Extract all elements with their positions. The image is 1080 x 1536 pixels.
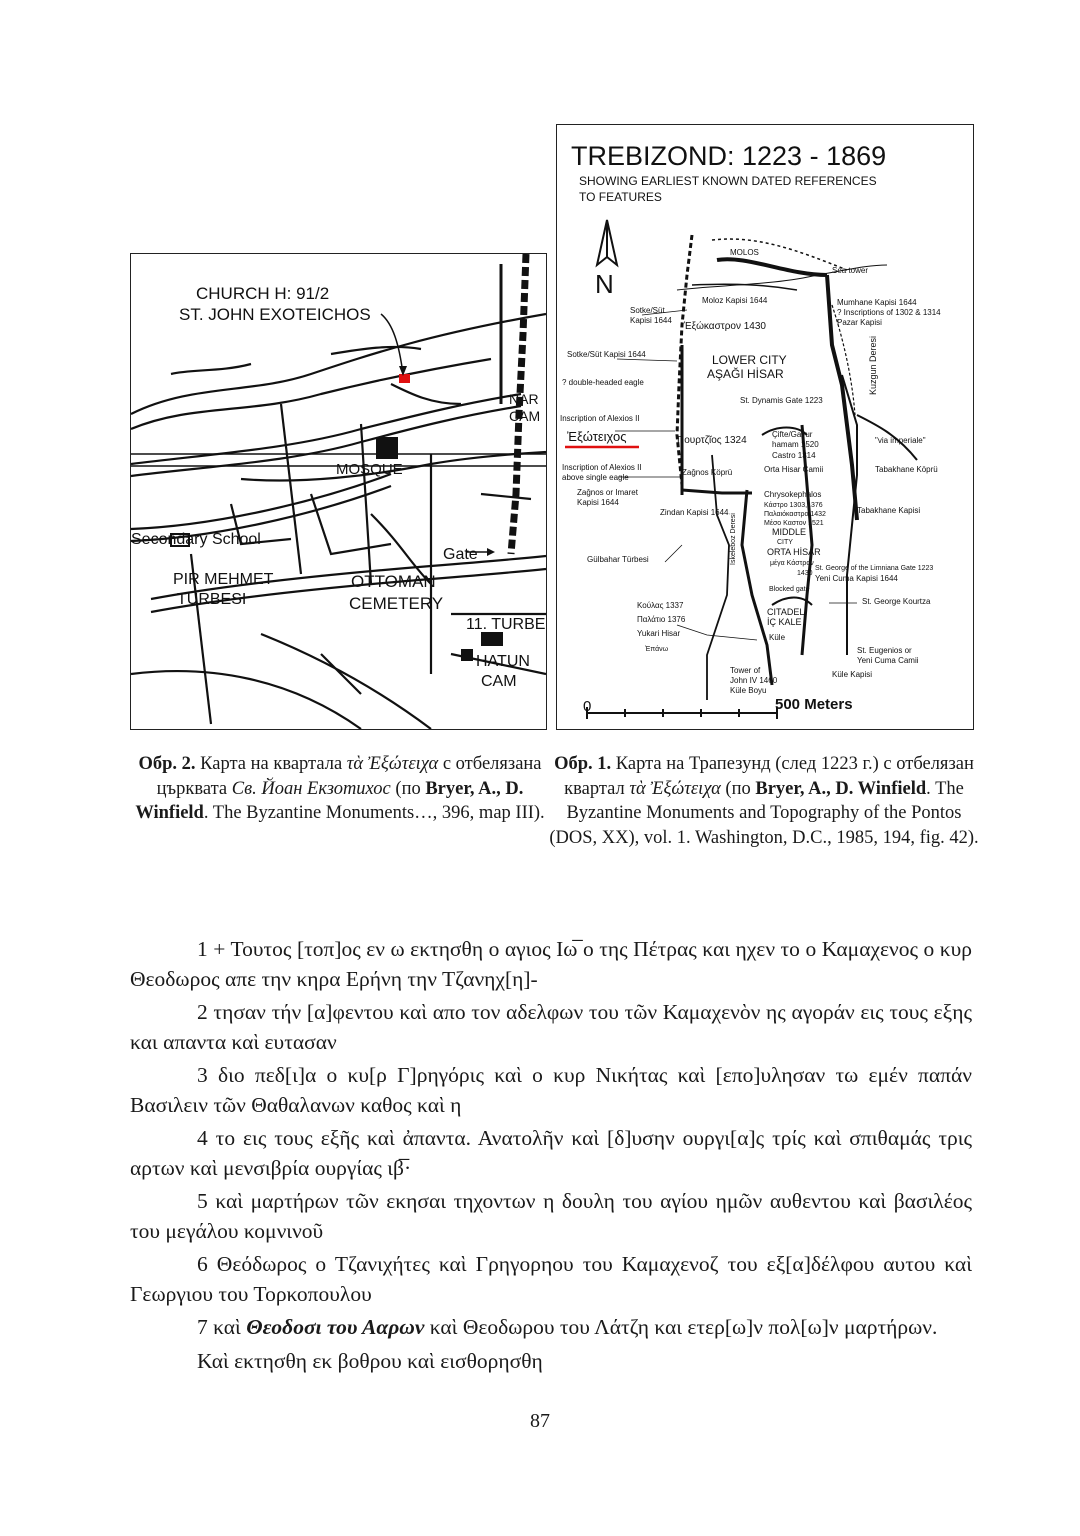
label-mk-year: 1430 xyxy=(797,570,813,577)
figure-1-caption xyxy=(548,752,980,850)
church-label: CHURCH H: 91/2 xyxy=(196,284,330,303)
hatun-label: HATUN xyxy=(476,653,530,670)
line-7-start: 7 καὶ xyxy=(197,1315,247,1339)
caption-1-text-b: (по xyxy=(720,778,756,799)
label-mega-kastron: μέγα Κάστρον xyxy=(770,560,814,567)
label-orta-camii: Orta Hisar Camii xyxy=(764,465,824,474)
label-asagi-hisar: AŞAĞI HİSAR xyxy=(707,367,784,381)
label-molos: MOLOS xyxy=(730,248,759,257)
label-lower-city: LOWER CITY xyxy=(712,353,787,367)
label-mumhane: Mumhane Kapisi 1644 xyxy=(837,298,917,307)
caption-1-text-c: . The Byzantine Monuments and Topography of the Pontos (DOS, XX), vol. 1. Washington, D.C., 1985, 194, fig. 42). xyxy=(549,778,979,848)
label-hamam: hamam 1520 xyxy=(772,440,819,449)
label-city: CITY xyxy=(777,539,793,546)
label-epano: Ἐπάνω xyxy=(645,646,669,653)
label-inscr-alexios-1: Inscription of Alexios II xyxy=(560,414,640,423)
label-sotke2: Sotke/Süt Kapisi 1644 xyxy=(567,350,646,359)
label-yukari: Yukari Hisar xyxy=(637,629,681,638)
church-label-2: ST. JOHN EXOTEICHOS xyxy=(179,305,371,324)
label-palaiokastro: Παλαιόκαστρο 1432 xyxy=(764,511,826,518)
label-exoteichos: Ἐξώτειχος xyxy=(567,429,627,444)
inscription-line-5: 5 καὶ μαρτήρων τῶν εκησαι τηχοντων η δουλη του αγίου ημῶν αυθεντου καὶ βασιλέος του μεγάλου κομνινοῦ xyxy=(130,1189,972,1243)
caption-2-text-d: . The Byzantine Monuments…, 396, map III). xyxy=(203,803,545,823)
label-zaganos-imaret-2: Kapisi 1644 xyxy=(577,498,619,507)
north-arrow-icon xyxy=(597,220,617,265)
coastline xyxy=(131,314,546,414)
figure-2-map xyxy=(130,253,547,730)
label-chryso-dates: Κάστρο 1303,1376 xyxy=(764,502,823,509)
caption-1-text: Карта на Трапезунд (след 1223 г.) с отбелязан квартал xyxy=(564,754,974,799)
caption-2-authors: Bryer, A., D. Winfield xyxy=(135,778,524,823)
caption-2-church: Св. Йоан Екзотихос xyxy=(231,778,391,799)
cam-top-label: CAM xyxy=(509,408,541,424)
label-yeni-cuma-camii: Yeni Cuma Camii xyxy=(857,656,919,665)
inscription-line-8: Καὶ εκτησθη εκ βοθρου καὶ εισθορησθη xyxy=(197,1348,543,1373)
map-title: TREBIZOND: 1223 - 1869 xyxy=(571,141,887,171)
label-st-george-limniana: St. George of the Limniana Gate 1223 xyxy=(815,565,934,572)
label-pazar: Pazar Kapisi xyxy=(837,318,882,327)
caption-1-greek: τὰ Ἐξώτειχα xyxy=(629,778,721,799)
school-label: Secondary School xyxy=(131,531,261,548)
label-tabakhane-kapisi: Tabakhane Kapisi xyxy=(857,506,921,515)
scale-bar xyxy=(587,707,777,719)
figure-1-map xyxy=(556,124,974,730)
line-7-bold: Θεοδοσι του Ααρων xyxy=(246,1315,425,1339)
trebizond-map-svg xyxy=(557,125,973,729)
pir-mehmet-label: PIR MEHMET xyxy=(173,571,274,588)
label-zaganos-kopru: Zağnos Köprü xyxy=(682,468,733,477)
caption-2-text-c: (по xyxy=(390,778,426,799)
label-inscriptions: ? Inscriptions of 1302 & 1314 xyxy=(837,308,941,317)
label-cifte: Çifte/Gavur xyxy=(772,430,813,439)
label-yeni-cuma-kapisi: Yeni Cuma Kapisi 1644 xyxy=(815,574,898,583)
caption-2-label: Обр. 2. xyxy=(138,754,196,774)
label-molos-kapisi: Moloz Kapisi 1644 xyxy=(702,296,768,305)
turbe-label: 11. TURBE xyxy=(466,616,546,633)
inscription-line-6: 6 Θεόδωρος ο Τζανιχήτες καὶ Γρηγορηου του Καμαχενοζ του εξ[α]δέλφου αυτου καὶ Γεωργιου του Τορκοπουλου xyxy=(130,1252,972,1306)
label-citadel: CITADEL xyxy=(767,607,805,617)
label-kuzgun-deresi: Kuzgun Deresi xyxy=(868,335,878,395)
label-kule: Küle xyxy=(769,633,786,642)
label-castro: Castro 1314 xyxy=(772,451,816,460)
label-st-george-kourtza: St. George Kourtza xyxy=(862,597,931,606)
mosque-building xyxy=(376,437,398,459)
scale-label: 500 Meters xyxy=(775,696,853,713)
inscription-line-7 xyxy=(130,1313,972,1343)
label-koulas: Κούλας 1337 xyxy=(637,601,684,610)
label-inscr-alexios-2: Inscription of Alexios II xyxy=(562,463,642,472)
caption-2-greek: τὰ Ἐξώτειχα xyxy=(346,754,439,774)
inscription-text xyxy=(130,935,972,1376)
label-double-eagle: ? double-headed eagle xyxy=(562,378,644,387)
label-ic-kale: İÇ KALE xyxy=(767,617,802,627)
scale-zero: 0 xyxy=(583,698,592,715)
map-subtitle-2: TO FEATURES xyxy=(579,190,662,204)
line-7-end: καὶ Θεοδωρου του Λάτζη και ετερ[ω]ν πολ[ω]ν μαρτήρων. xyxy=(424,1315,938,1339)
label-tabakhane-kopru: Tabakhane Köprü xyxy=(875,465,938,474)
inscription-line-1: 1 + Τουτος [τοπ]ος εν ω εκτησθη ο αγιος Ιω̅ ο της Πέτρας και ηχεν το ο Καμαχενος ο κυρ Θεοδωρος απε την κηρα Ερήνη την Τζανηχ[η]- xyxy=(130,937,972,991)
label-john-iv: John IV 1460 xyxy=(730,676,778,685)
label-sea-tower: Sea tower xyxy=(832,266,869,275)
label-inscr-alexios-2b: above single eagle xyxy=(562,473,629,482)
label-gulbahar: Gülbahar Türbesi xyxy=(587,555,649,564)
map-subtitle: SHOWING EARLIEST KNOWN DATED REFERENCES xyxy=(579,174,877,188)
label-middle: MIDDLE xyxy=(772,527,807,537)
caption-1-authors: Bryer, A., D. Winfield xyxy=(755,778,927,799)
label-exokastron: Ἐξώκαστρον 1430 xyxy=(684,321,766,332)
inscription-line-3: 3 διο πεδ[ι]α ο κυ[ρ Γ]ρηγόρις καὶ ο κυρ Νικήτας καὶ [επο]υλησαν τω εμέν παπάν Βασιλειν τῶν Θαθαλανων καθος καὶ η xyxy=(130,1063,972,1117)
label-palatio: Παλάτιο 1376 xyxy=(637,615,686,624)
label-kule-boyu: Küle Boyu xyxy=(730,686,767,695)
exoteicha-map-svg xyxy=(131,254,546,729)
label-sotke1b: Kapisi 1644 xyxy=(630,316,672,325)
inscription-line-2: 2 τησαν τήν [α]φεντου καὶ απο τον αδελφων του τῶν Καμαχενὸν ης αγοράν εις τους εξης και απαντα καὶ ευτασαν xyxy=(130,1000,972,1054)
caption-1-label: Обр. 1. xyxy=(554,754,612,774)
label-st-eugenios: St. Eugenios or xyxy=(857,646,912,655)
label-iskeleboz: İskeleboz Deresi xyxy=(730,513,737,565)
mosque-label: MOSQUE xyxy=(336,461,403,478)
nar-label: NAR xyxy=(509,391,539,407)
label-sotke1: Sotke/Süt xyxy=(630,306,665,315)
shore-road xyxy=(131,359,491,429)
label-zindan: Zindan Kapisi 1644 xyxy=(660,508,729,517)
label-blocked-gate: Blocked gate xyxy=(769,586,810,593)
label-chrysokephalos: Chrysokephalos xyxy=(764,490,822,499)
label-dynamis: St. Dynamis Gate 1223 xyxy=(740,396,823,405)
label-pourtzios: Πουρτζῖος 1324 xyxy=(677,435,747,446)
caption-2-text: Карта на квартала xyxy=(195,754,347,774)
page-number: 87 xyxy=(530,1410,550,1432)
gate-label: Gate xyxy=(443,546,478,563)
label-via-imperiale: "via imperiale" xyxy=(875,436,926,445)
turbesi-label: TURBESI xyxy=(177,591,247,608)
turbe-building xyxy=(481,632,503,646)
label-tower-of: Tower of xyxy=(730,666,761,675)
caption-2-text-b: с отбелязана църквата xyxy=(156,754,542,799)
cemetery-label: CEMETERY xyxy=(349,594,444,613)
figure-2-caption xyxy=(130,752,550,826)
label-meso-kastron: Μέσο Καστον 1521 xyxy=(764,520,824,527)
inscription-line-4: 4 το εις τους εξῆς καὶ ἀπαντα. Ανατολῆν καὶ [δ]υσην ουργι[α]ς τρίς καὶ σπιθαμάς τρις αρτων καὶ μενσιβρία ουργίας ιβ̅· xyxy=(130,1126,972,1180)
label-orta-hisar: ORTA HİSAR xyxy=(767,547,821,557)
north-label: N xyxy=(595,269,614,299)
ottoman-label: OTTOMAN xyxy=(351,572,436,591)
label-zaganos-imaret: Zağnos or Imaret xyxy=(577,488,638,497)
cam-label: CAM xyxy=(481,673,517,690)
church-marker xyxy=(399,374,410,383)
label-kule-kapisi: Küle Kapisi xyxy=(832,670,873,679)
